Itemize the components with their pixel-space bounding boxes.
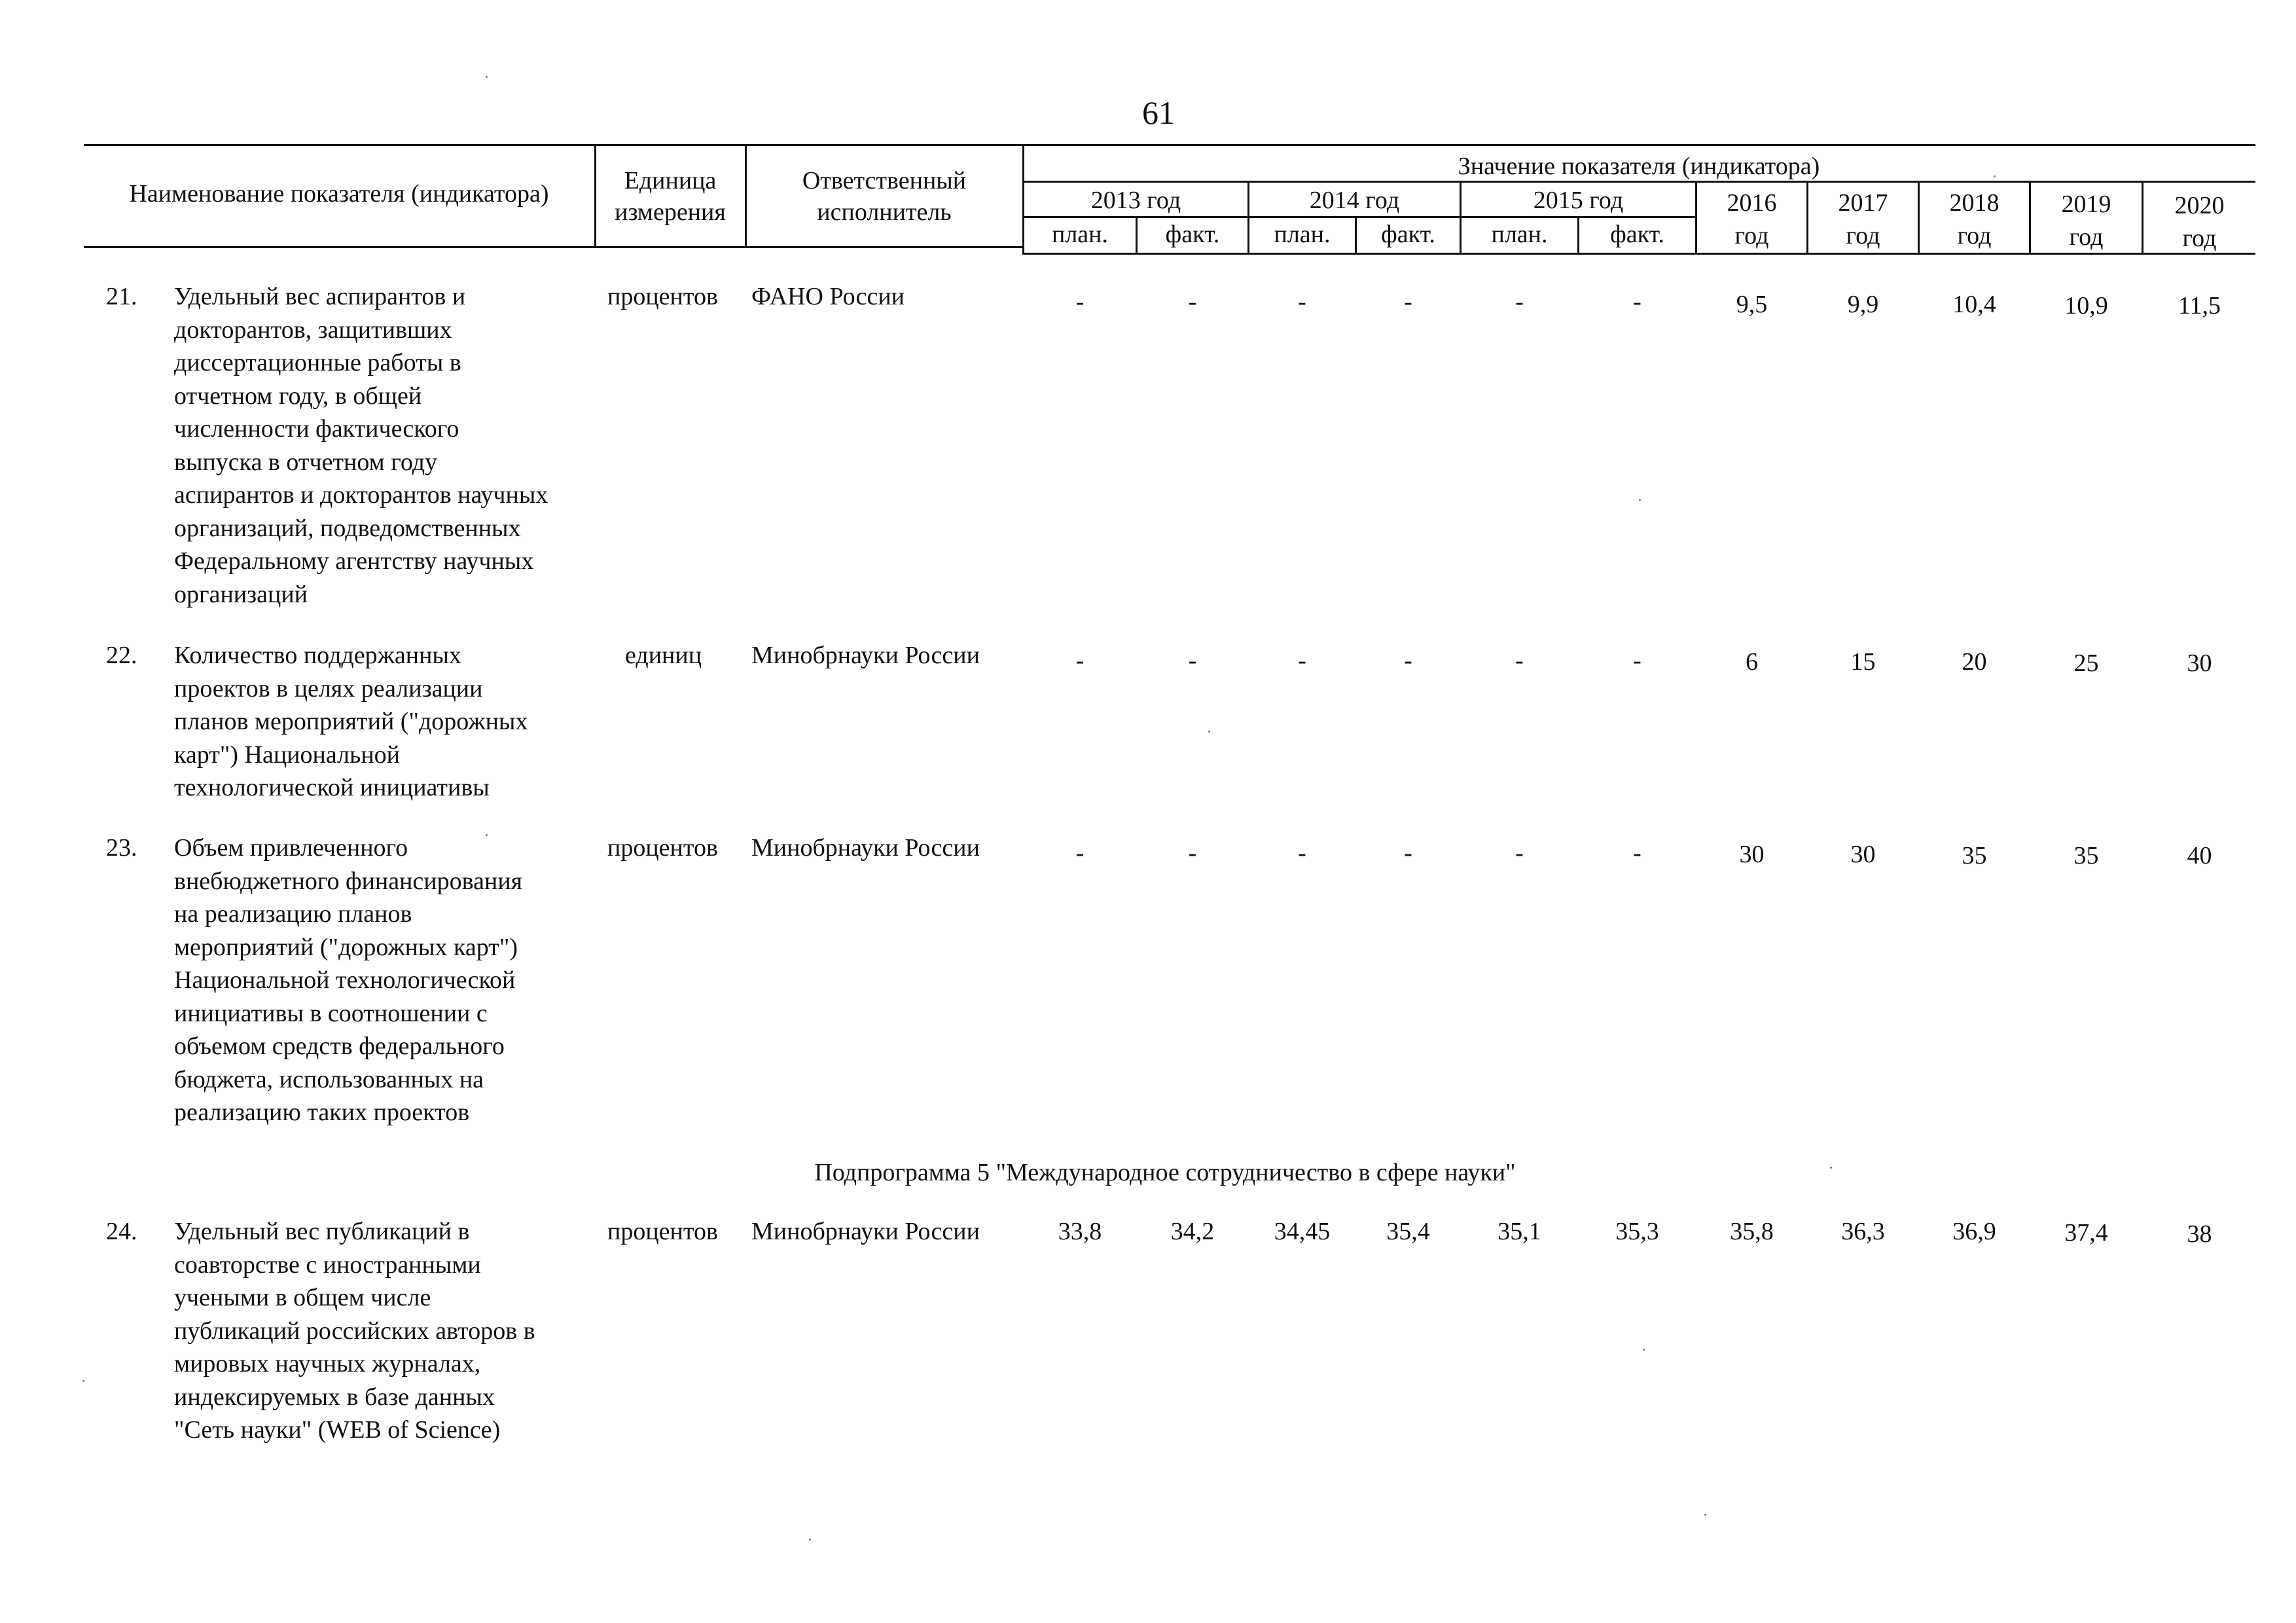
row-name-line: Удельный вес аспирантов и [174,283,466,310]
page-number: 61 [1142,94,1175,131]
value-2015-plan: - [1515,839,1524,867]
row-name-line: организаций, подведомственных [174,514,521,542]
row-unit: процентов [607,834,718,862]
value-2019: 25 [2073,649,2099,677]
value-2015-plan: - [1515,288,1524,316]
value-2013-fact: 34,2 [1170,1218,1215,1245]
header-2014-plan: план. [1274,221,1331,248]
row-name-line: мировых научных журналах, [174,1350,481,1377]
value-2014-fact: - [1404,839,1412,867]
value-2014-fact: - [1404,288,1412,316]
row-name-line: публикаций российских авторов в [174,1317,535,1345]
row-name-line: мероприятий ("дорожных карт") [174,933,518,961]
header-year-2016-suffix: год [1734,222,1769,249]
value-2013-fact: - [1188,288,1197,316]
row-name-line: карт") Национальной [174,740,401,769]
header-2013-fact: факт. [1165,221,1220,248]
row-name-line: Количество поддержанных [174,642,461,669]
value-2017: 36,3 [1841,1218,1885,1245]
row-name-line: на реализацию планов [174,900,412,928]
value-2016: 6 [1746,648,1758,676]
row-name-line: Удельный вес публикаций в [174,1218,470,1245]
row-name-line: учеными в общем числе [174,1284,431,1311]
header-year-2017: 2017 [1838,189,1888,217]
subprogram-title: Подпрограмма 5 "Международное сотрудничество в сфере науки" [814,1159,1516,1186]
header-top-rule [84,144,2255,146]
row-name [174,280,548,611]
row-number: 21. [106,283,137,310]
value-2015-fact: - [1633,288,1641,316]
row-executor: Минобрнауки России [751,1218,980,1245]
header-year-2020: 2020 [2174,192,2225,219]
row-name-line: аспирантов и докторантов научных [174,481,548,509]
row-name [174,831,522,1129]
value-2015-fact: 35,3 [1615,1218,1659,1245]
value-2018: 36,9 [1952,1218,1996,1245]
header-year-2020-suffix: год [2182,225,2217,252]
scan-speck [82,1380,84,1382]
row-name-line: соавторстве с иностранными [174,1250,481,1279]
value-2016: 35,8 [1730,1218,1774,1245]
row-unit: процентов [607,283,718,310]
value-2018: 10,4 [1952,291,1996,318]
scan-speck [1639,499,1641,501]
row-name-line: докторантов, защитивших [174,316,452,344]
header-2015-fact: факт. [1610,221,1664,248]
row-name-line: численности фактического [174,415,459,443]
value-2016: 9,5 [1736,291,1768,318]
header-year-2016: 2016 [1727,189,1777,217]
scan-speck [809,1539,811,1541]
value-2020: 30 [2187,649,2212,677]
header-year-2019: 2019 [2061,191,2111,218]
value-2014-fact: 35,4 [1386,1218,1430,1245]
scan-speck [486,76,488,78]
value-2013-plan: 33,8 [1058,1218,1102,1245]
value-2015-fact: - [1633,839,1641,867]
row-name-line: "Сеть науки" (WEB of Science) [174,1416,501,1444]
row-name-line: индексируемых в базе данных [174,1383,495,1411]
row-name-line: отчетном году, в общей [174,382,422,410]
value-2015-plan: - [1515,647,1524,674]
row-name-line: реализацию таких проектов [174,1099,470,1126]
value-2019: 37,4 [2064,1219,2108,1247]
row-executor: ФАНО России [751,283,905,310]
value-2013-fact: - [1188,839,1197,867]
row-name-line: объемом средств федерального [174,1032,505,1060]
header-value-group: Значение показателя (индикатора) [1458,153,1820,180]
value-2020: 11,5 [2178,292,2221,319]
row-name-line: Федеральному агентству научных [174,547,534,575]
value-2013-fact: - [1188,647,1197,674]
value-2020: 38 [2187,1220,2212,1248]
row-unit: единиц [625,642,702,669]
row-name-line: проектов в целях реализации [174,674,483,702]
scan-speck [1830,1167,1832,1169]
header-year-2017-suffix: год [1846,222,1880,249]
value-2019: 35 [2073,842,2099,869]
row-name-line: выпуска в отчетном году [174,448,438,476]
row-name [174,1215,535,1447]
scan-speck [486,834,488,836]
row-name-line: организаций [174,580,308,608]
plan-fact-rule [1022,216,1696,218]
header-year-2018: 2018 [1949,189,2000,217]
value-2015-fact: - [1633,647,1641,674]
value-2019: 10,9 [2064,292,2108,319]
row-name-line: диссертационные работы в [174,349,461,376]
scan-speck [1704,1514,1706,1516]
header-year-2019-suffix: год [2069,223,2104,251]
value-2014-fact: - [1404,647,1412,674]
value-2013-plan: - [1075,839,1085,867]
header-2015-plan: план. [1491,221,1548,248]
header-unit-line2: измерения [615,198,726,226]
header-executor-line1: Ответственный [802,167,967,194]
value-2014-plan: - [1298,839,1306,867]
value-2020: 40 [2187,842,2212,869]
row-name-line: инициативы в соотношении с [174,999,488,1027]
header-year-2018-suffix: год [1957,222,1992,249]
value-2016: 30 [1739,841,1765,868]
row-unit: процентов [607,1218,718,1245]
scan-speck [1208,731,1210,733]
row-executor: Минобрнауки России [751,642,980,669]
value-2013-plan: - [1075,288,1085,316]
header-name-col: Наименование показателя (индикатора) [129,180,549,208]
row-number: 22. [106,642,137,669]
row-name [174,639,528,805]
header-executor-line2: исполнитель [817,198,952,226]
value-2018: 20 [1962,648,1987,676]
row-name-line: Национальной технологической [174,966,516,994]
row-name-line: Объем привлеченного [174,834,408,862]
value-2017: 15 [1850,648,1876,676]
value-2014-plan: - [1298,647,1306,674]
header-unit-line1: Единица [624,167,717,194]
row-name-line: технологической инициативы [174,774,490,801]
header-2013-plan: план. [1051,221,1108,248]
value-2014-plan: 34,45 [1274,1218,1331,1245]
header-year-2015: 2015 год [1533,187,1624,214]
value-2017: 30 [1850,841,1876,868]
header-year-2014: 2014 год [1309,187,1400,214]
value-2013-plan: - [1075,647,1085,674]
row-number: 24. [106,1218,137,1245]
row-name-line: бюджета, использованных на [174,1065,484,1093]
value-2014-plan: - [1298,288,1306,316]
scan-speck [1994,175,1996,177]
header-bottom-rule-right [1022,253,2255,255]
row-name-line: внебюджетного финансирования [174,867,523,895]
row-name-line: планов мероприятий ("дорожных [174,708,528,735]
header-bottom-rule-left [84,246,1022,248]
scan-speck [1643,1349,1645,1351]
row-number: 23. [106,834,137,862]
value-2017: 9,9 [1847,291,1879,318]
value-2018: 35 [1962,842,1987,869]
header-2014-fact: факт. [1381,221,1435,248]
row-executor: Минобрнауки России [751,834,980,862]
value-2015-plan: 35,1 [1498,1218,1541,1245]
header-year-2013: 2013 год [1090,187,1181,214]
